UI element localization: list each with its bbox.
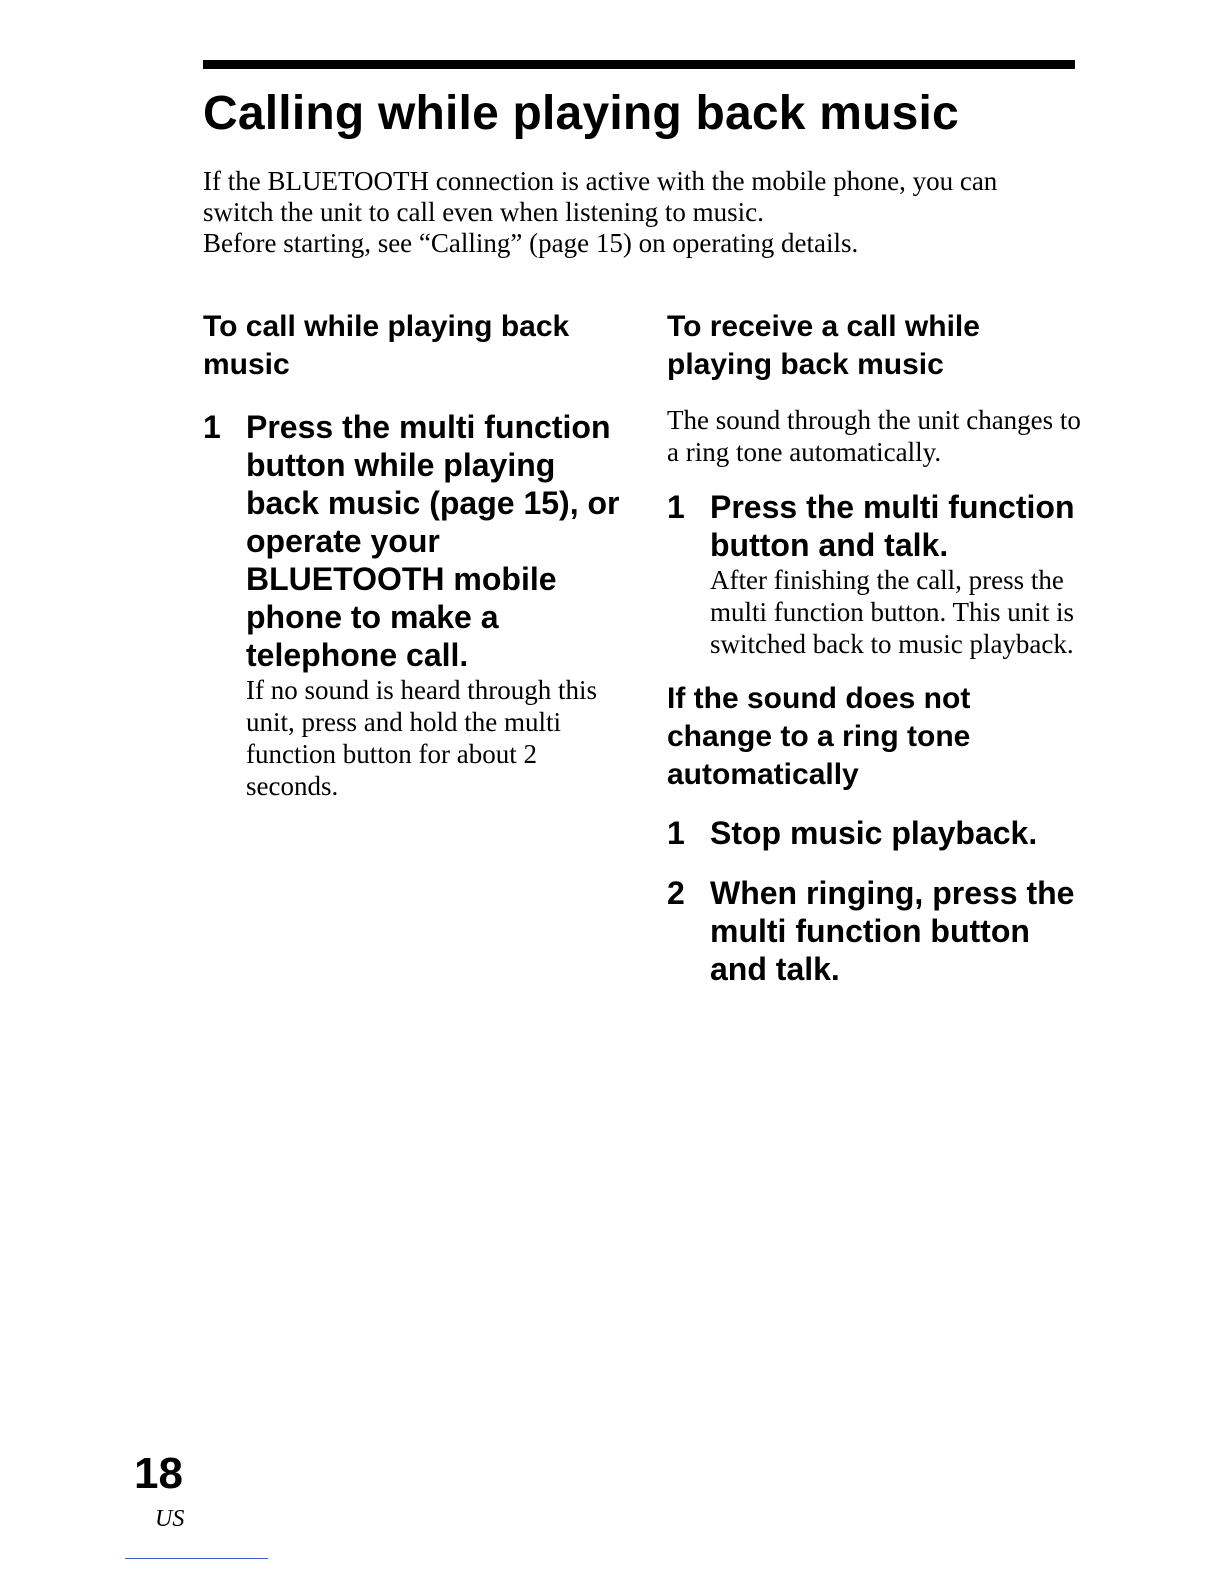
call-while-playing-heading: To call while playing back music xyxy=(203,310,570,381)
step-text: After finishing the call, press the multi function button. This unit is switched back to music playback. xyxy=(710,565,1075,659)
region-code: US xyxy=(155,1506,185,1532)
top-rule xyxy=(203,60,1075,69)
bottom-rule xyxy=(125,1558,268,1559)
page-number: 18 xyxy=(134,1449,183,1498)
step-number: 2 xyxy=(667,875,685,911)
step-number: 1 xyxy=(667,815,685,851)
receive-call-intro: The sound through the unit changes to a ring tone automatically. xyxy=(667,405,1081,467)
no-ring-tone-heading: If the sound does not change to a ring tone automatically xyxy=(667,682,971,791)
call-step-1 xyxy=(203,408,633,802)
step-number: 1 xyxy=(203,409,221,445)
no-ring-step-2 xyxy=(667,874,1087,988)
intro-line-2: switch the unit to call even when listening to music. xyxy=(203,197,764,227)
page-title: Calling while playing back music xyxy=(203,87,959,140)
step-title: When ringing, press the multi function button and talk. xyxy=(710,875,1075,987)
right-column xyxy=(667,308,1087,988)
intro-text xyxy=(203,166,1083,259)
receive-step-1 xyxy=(667,488,1087,660)
intro-line-1: If the BLUETOOTH connection is active with the mobile phone, you can xyxy=(203,166,998,196)
receive-call-heading: To receive a call while playing back music xyxy=(667,310,980,381)
step-title: Press the multi function button and talk. xyxy=(710,489,1075,563)
left-column xyxy=(203,308,633,802)
step-number: 1 xyxy=(667,489,685,525)
no-ring-step-1 xyxy=(667,814,1087,852)
step-title: Press the multi function button while playing back music (page 15), or operate your BLUETOOTH mobile phone to make a telephone call. xyxy=(246,409,620,673)
step-title: Stop music playback. xyxy=(710,815,1038,851)
step-text: If no sound is heard through this unit, press and hold the multi function button for about 2 seconds. xyxy=(246,675,597,801)
intro-line-3: Before starting, see “Calling” (page 15) on operating details. xyxy=(203,228,859,258)
